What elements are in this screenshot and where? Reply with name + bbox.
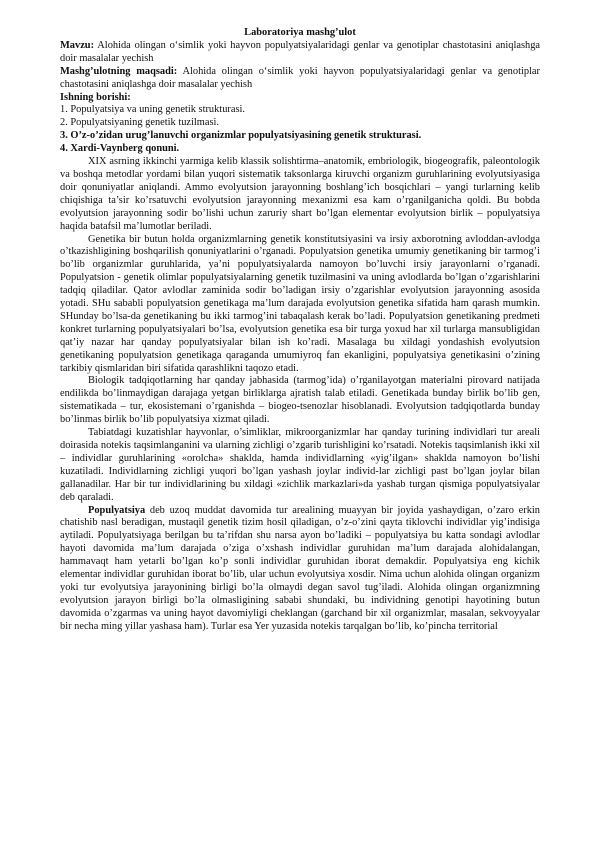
goal-text: Alohida olingan o‘simlik yoki hayvon populyatsiyalaridagi genlar va genotiplar chastotasini aniqlashga doir masalalar yechish [60, 65, 540, 90]
goal-paragraph [60, 66, 540, 92]
list-item: 1. Populyatsiya va uning genetik strukturasi. [60, 104, 245, 116]
list-item: 2. Populyatsiyaning genetik tuzilmasi. [60, 117, 220, 129]
populyatsiya-definition: deb uzoq muddat davomida tur arealining muayyan bir joyida yashaydigan, o’zaro erkin chatishib nasl beradigan, mustaqil genetik tizim hosil qiladigan, o’z-o’zini qayta tiklovchi individlar yig’indisiga aytiladi. Populyatsiyaga berilgan bu ta’rifdan shu narsa ayon bo’ladiki – populyatsiya bu katta sondagi avlodlar hayoti davomida ma’lum darajada o’ziga o’xshash individlar guruhidan ma’lum darajada alohidalangan, hammavaqt ham yetarli bo’lgan ko’p sonli individlar guruhidan iborat demakdir. Populyatsiya eng kichik elementar individlar guruhidan iborat bo’lib, ular uchun evolyutsiya xosdir. Nima uchun alohida olingan organizm yoki tur evolyutsiya jarayonining birligi bo’la olmaydi degan savol tug’iladi. Alohida olingan organizmning evolyutsion jarayon birligi bo’la olmasligining sababi shundaki, bu individning genotipi hayotining butun davomida o’zgarmas va uning hayot davomiyligi cheklangan (garchand bir xil organizmlar, masalan, sekvoyyalar bir necha ming yillar yashasa ham). Turlar esa Yer yuzasida notekis tarqalgan bo’lib, ko’pincha territorial [60, 504, 540, 632]
procedure-list [60, 104, 540, 156]
document-body [60, 27, 540, 634]
topic-text: Alohida olingan o‘simlik yoki hayvon populyatsiyalaridagi genlar va genotiplar chastotasini aniqlashga doir masalalar yechish [60, 39, 540, 64]
body-paragraph-3: Biologik tadqiqotlarning har qanday jabhasida (tarmog’ida) o’rganilayotgan materialni pirovard natijada endilikda bo’linmaydigan darajaga yetgan birliklarga ajratish talab etiladi. Genetikada bunday birlik bo’lib gen, sistematikada – tur, ekosistemani o’rganishda – biogeo-tsenozlar hisoblanadi. Evolyutsion tadqiqotlarda bunday bo’linmas birlik bo’lib populyatsiya xizmat qiladi. [60, 375, 540, 426]
list-item: 3. O’z-o’zidan urug’lanuvchi organizmlar populyatsiyasining genetik strukturasi. [60, 130, 422, 142]
populyatsiya-term: Populyatsiya [88, 504, 146, 516]
list-item: 4. Xardi-Vaynberg qonuni. [60, 143, 180, 155]
body-paragraph-5 [60, 505, 540, 634]
body-paragraph-1: XIX asrning ikkinchi yarmiga kelib klassik solishtirma–anatomik, embriologik, biogeografik, paleontologik va boshqa metodlar yordami bilan yuqori sistematik taksonlarga kiruvchi organizm guruhlarining evolyutsiyasiga doir qonuniyatlar aniqlandi. Ammo evolyutsion jarayonning boshlang’ich bosqichlari – yangi turlarning kelib chiqishiga ta’sir ko’rsatuvchi evolyutsion jarayonning mexanizmi esa kam o’rganilganicha qoldi. Bu bobda evolyutsion jarayonning sodir bo’lishi uchun zaruriy shart bo’lgan elementar evolyutsion birlik – populyatsiya haqida batafsil ma’lumotlar beriladi. [60, 156, 540, 232]
document-title: Laboratoriya mashg’ulot [244, 27, 356, 38]
topic-label: Mavzu: [60, 39, 95, 51]
body-paragraph-4: Tabiatdagi kuzatishlar hayvonlar, o’simliklar, mikroorganizmlar har qanday turining individlari tur areali doirasida notekis taqsimlanganini va ularning zichligi o’zgarib turishligini ko’rsatadi. Notekis taqsimlanish ikki xil – individlar guruhlarining «orolcha» shaklda, hamda individlarning «yig’ilgan» shaklda namoyon bo’lishi kuzatiladi. Individlarning zichligi yuqori bo’lgan yashash joylar individ-lar zichligi past bo’lgan joylar bilan gallanadilar. Har bir tur individlarining bu xildagi «zichlik markazlari»da yashab turgan qismiga populyatsiyalar deb qaraladi. [60, 427, 540, 503]
body-paragraph-2: Genetika bir butun holda organizmlarning genetik konstitutsiyasini va irsiy axborotning avloddan-avlodga o’tkazishligining boshqarilish qonuniyatlarini o’rganadi. Populyatsion genetika umumiy genetikaning bir tarmog’i bo’lib organizmlar guruhlarida, ya’ni populyatsiyalarda namoyon bo’luvchi irsiy jarayonlarni o’rganadi. Populyatsion - genetik olimlar populyatsiyalarning genetik tuzilmasini va uning avlodlarda bo’lgan o’zgarishlarini tadqiq qiladilar. Qator avlodlar zaminida sodir bo’ladigan irsiy o’zgarishlar evolyutsion jarayonning asosida yotadi. SHu sababli populyatsion genetikaga ma’lum darajada evolyutsion genetika sifatida ham qarash mumkin. SHunday bo’lsa-da genetikaning bu ikki tarmog’ini tabaqalash kerak bo’ladi. Populyatsion genetikaning predmeti konkret turlarning populyatsiyalari bo’lsa, evolyutsion genetika esa bir turga yoxud har xil turlarga mansubligidan qat’iy nazar har qanday populyatsiyalar bilan ish ko’radi. Masalaga bu xildagi yondashish evolyutsion genetikaning populyatsion genetikaga qaraganda umumiyroq fan ekanligini, populyatsiya genetikasini o’zining tarkibiy qismlaridan biri sifatida qarashlikni taqozo etadi. [60, 233, 540, 374]
procedure-heading: Ishning borishi: [60, 91, 131, 103]
goal-label: Mashg’ulotning maqsadi: [60, 65, 178, 77]
topic-paragraph [60, 40, 540, 66]
